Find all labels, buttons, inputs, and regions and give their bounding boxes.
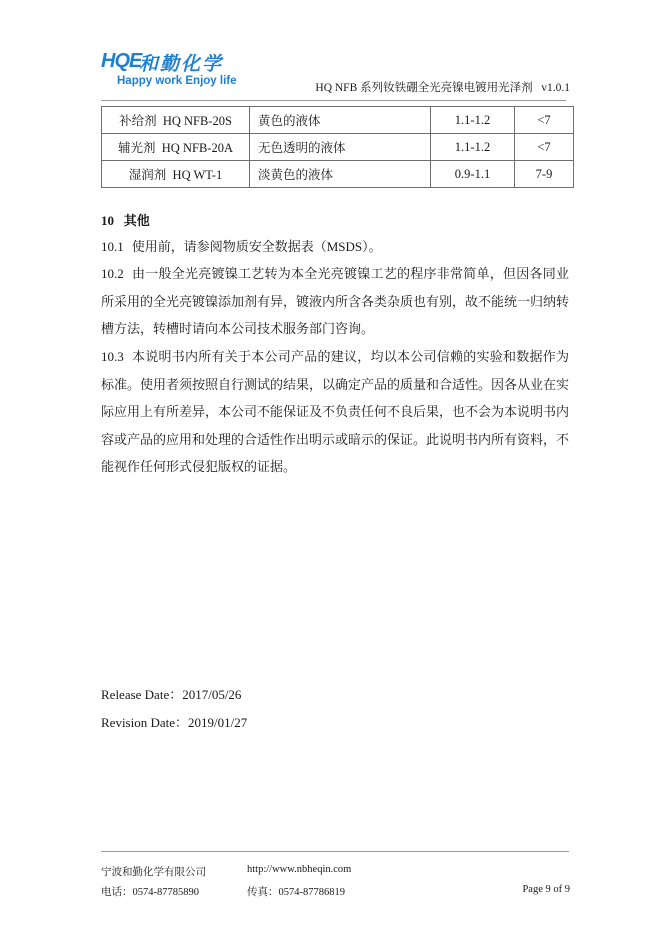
paragraph-text: 由一般全光亮镀镍工艺转为本全光亮镀镍工艺的程序非常简单，但因各同业所采用的全光亮镀镍添加剂有异，镀液内所含各类杂质也有别，故不能统一归纳转槽方法，转槽时请向本公司技术服务部门咨询。 xyxy=(101,266,570,336)
table-cell-ph: <7 xyxy=(515,107,574,134)
table-row xyxy=(102,161,574,188)
paragraph-text: 使用前，请参阅物质安全数据表（MSDS）。 xyxy=(131,239,382,254)
table-cell-density: 1.1-1.2 xyxy=(431,107,515,134)
footer-phone: 电话：0574-87785890 xyxy=(101,887,199,898)
page-number: Page 9 of 9 xyxy=(522,884,570,895)
footer-company: 宁波和勤化学有限公司 xyxy=(101,867,206,878)
paragraph-10-3 xyxy=(101,343,569,481)
table-cell-appearance: 黄色的液体 xyxy=(250,107,431,134)
logo-mark: HQE xyxy=(101,50,142,72)
table-cell-product: 补给剂 HQ NFB-20S xyxy=(102,107,250,134)
footer-website-link[interactable]: http://www.nbheqin.com xyxy=(247,864,352,875)
paragraph-10-1 xyxy=(101,233,569,261)
logo-company-name: 和勤化学 xyxy=(139,53,224,75)
paragraph-10-2 xyxy=(101,260,569,343)
footer-fax: 传真：0574-87786819 xyxy=(247,887,345,898)
table-cell-density: 0.9-1.1 xyxy=(431,161,515,188)
table-cell-appearance: 无色透明的液体 xyxy=(250,134,431,161)
table-cell-ph: <7 xyxy=(515,134,574,161)
table-row xyxy=(102,134,574,161)
paragraph-text: 本说明书内所有关于本公司产品的建议，均以本公司信赖的实验和数据作为标准。使用者须按照自行测试的结果，以确定产品的质量和合适性。因各从业在实际应用上有所差异，本公司不能保证及不负责任何不良后果，也不会为本说明书内容或产品的应用和处理的合适性作出明示或暗示的保证。此说明书内所有资料，不能视作任何形式侵犯版权的证据。 xyxy=(101,349,570,474)
footer-divider xyxy=(101,851,569,852)
paragraph-number: 10.2 xyxy=(101,266,124,281)
product-table xyxy=(101,106,574,188)
table-cell-density: 1.1-1.2 xyxy=(431,134,515,161)
revision-date: Revision Date：2019/01/27 xyxy=(101,715,248,730)
paragraph-number: 10.1 xyxy=(101,239,124,254)
paragraph-number: 10.3 xyxy=(101,349,124,364)
company-logo xyxy=(101,48,251,93)
table-row xyxy=(102,107,574,134)
table-cell-appearance: 淡黄色的液体 xyxy=(250,161,431,188)
table-cell-ph: 7-9 xyxy=(515,161,574,188)
document-header-title: HQ NFB 系列钕铁硼全光亮镍电镀用光泽剂 v1.0.1 xyxy=(315,82,570,94)
table-cell-product: 湿润剂 HQ WT-1 xyxy=(102,161,250,188)
logo-slogan: Happy work Enjoy life xyxy=(117,75,237,87)
release-date: Release Date：2017/05/26 xyxy=(101,687,242,702)
section-heading: 10 其他 xyxy=(101,213,150,228)
table-cell-product: 辅光剂 HQ NFB-20A xyxy=(102,134,250,161)
header-divider xyxy=(101,100,566,101)
